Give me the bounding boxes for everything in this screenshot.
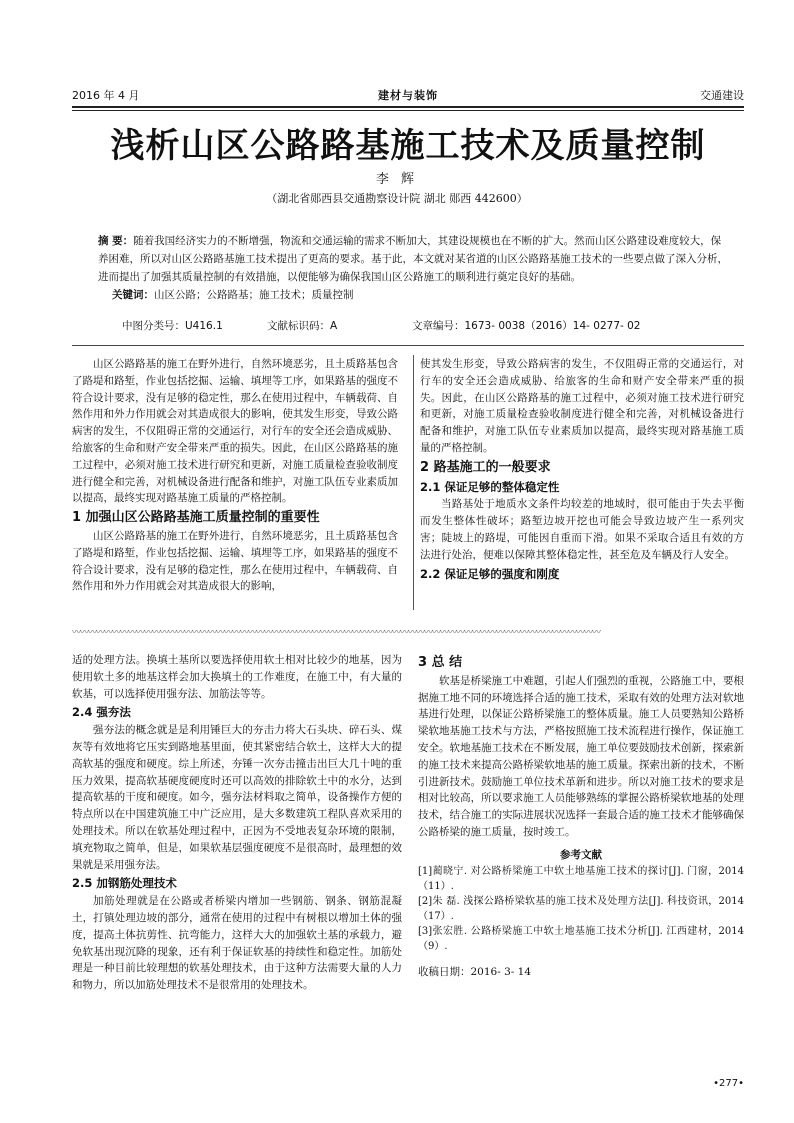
section-2-5-paragraph: 加筋处理就是在公路或者桥梁内增加一些钢筋、钢条、钢筋混凝土，打镇处理边坡的部分，通常在使用的过程中有树根以增加土体的强度，提高土体抗剪性、抗弯能力，这样大大的加强软土基的承载力，避免软基出现沉降的现象，还有利于保证软基的持续性和稳定性。加筋处理是一种目前比较理想的软基处理技术，由于这种方法需要大量的人力和物力，所以加筋处理技术不是很常用的处理技术。: [72, 895, 402, 992]
conclusion-paragraph: 软基是桥梁施工中难题，引起人们强烈的重视，公路施工中，要根据施工地不同的环境选择合适的施工技术，采取有效的处理方法对软地基进行处理，以保证公路桥梁施工的整体质量。施工人员要熟知公路桥梁软地基施工技术与方法，严格按照施工技术流程进行操作，保证施工安全。软地基施工技术在不断发展，施工单位要鼓励技术创新，探索新的施工技术来提高公路桥梁软地基的施工质量。探索出新的技术，不断引进新技术。鼓励施工单位技术革新和进步。所以对施工技术的要求是相对比较高，所以要求施工人员能够熟练的掌握公路桥梁软地基的处理技术，结合施工的实际进展状况选择一套最合适的施工技术才能够确保公路桥梁的施工质量，按时竣工。: [418, 674, 744, 838]
upper-right-column: [420, 356, 744, 583]
wave-separator: 〰〰〰〰〰〰〰〰〰〰〰〰〰〰〰〰〰〰〰〰〰〰〰〰〰〰〰〰〰〰〰〰〰〰〰〰〰〰〰〰〰〰〰〰〰〰〰〰〰〰〰〰〰〰〰〰〰〰〰〰〰〰〰〰〰〰: [72, 628, 601, 638]
upper-left-column: [72, 356, 398, 595]
article-number: 文章编号：1673- 0038（2016）14- 0277- 02: [412, 320, 641, 332]
section-2-heading: 2 路基施工的一般要求: [420, 459, 551, 475]
section-3-heading: 3 总 结: [418, 655, 463, 670]
references-title: 参考文献: [560, 848, 602, 861]
abstract: [98, 232, 728, 286]
lower-right-column: [418, 652, 744, 980]
received-date: 收稿日期：2016- 3- 14: [418, 965, 532, 978]
author: 李 辉: [375, 172, 419, 187]
section-2-2-heading: 2.2 保证足够的强度和刚度: [420, 566, 560, 581]
section-1-heading: 1 加强山区公路路基施工质量控制的重要性: [72, 510, 320, 526]
replacement-paragraph: 适的处理方法。换填土基所以要选择使用软土相对比较少的地基，因为使用软土多的地基这样会加大换填土的工作难度，在施工中，有大量的软基，可以选择使用强夯法、加筋法等等。: [72, 654, 402, 700]
paper-title: 浅析山区公路路基施工技术及质量控制: [110, 126, 706, 166]
keywords-text: 山区公路；公路路基；施工技术；质量控制: [154, 289, 354, 301]
keywords-label: 关键词：: [112, 289, 154, 301]
affiliation: （湖北省郧西县交通勘察设计院 湖北 郧西 442600）: [266, 192, 528, 205]
header-date: 2016 年 4 月: [72, 89, 140, 102]
header-section: 交通建设: [700, 89, 744, 102]
page-number: •277•: [713, 1078, 744, 1089]
section-2-5-heading: 2.5 加钢筋处理技术: [72, 876, 177, 891]
section-2-1-heading: 2.1 保证足够的整体稳定性: [420, 479, 560, 494]
column-divider: [413, 355, 414, 610]
reference-item: [1]蔺晓宁. 对公路桥梁施工中软土地基施工技术的探讨[J]. 门窗，2014（11）.: [418, 865, 744, 892]
reference-item: [3]张宏胜. 公路桥梁施工中软土地基施工技术分析[J]. 江西建材，2014（9）.: [418, 925, 744, 952]
section-2-1-paragraph: 当路基处于地质水文条件均较差的地域时，很可能由于失去平衡而发生整体性破坏；路堑边坡开挖也可能会导致边坡产生一系列灾害；陡坡上的路堤，可能因自重而下滑。如果不采取合适且有效的方法进行处治，便难以保障其整体稳定性，甚至危及车辆及行人安全。: [420, 498, 744, 561]
lower-left-column: [72, 652, 402, 994]
section-2-4-heading: 2.4 强夯法: [72, 705, 131, 720]
section-1-paragraph: 山区公路路基的施工在野外进行，自然环境恶劣，且土质路基包含了路堤和路堑，作业包括挖掘、运输、填埋等工序，如果路基的强度不符合设计要求，没有足够的稳定性，那么在使用过程中，车辆载荷、自然作用和外力作用就会对其造成很大的影响，: [72, 529, 398, 593]
section-2-4-paragraph: 强夯法的概念就是是利用锤巨大的夯击力将大石头块、碎石头、煤灰等有效地将它压实到路地基里面，使其紧密结合软土，这样大大的提高软基的强度和硬度。综上所述，夯锤一次夯击撞击出巨大几十吨的重压力效果，提高软基硬度硬度时还可以高效的排除软土中的水分，达到提高软基的干度和硬度。如今，强夯法材料取之简单，设备操作方便的特点所以在中国建筑施工中广泛应用，是大多数建筑工程队喜欢采用的处理技术。所以在软基处理过程中，正因为不受地表复杂环境的限制，填充物取之简单，但是，如果软基层强度硬度不是很高时，最理想的效果就是采用强夯法。: [72, 724, 402, 871]
reference-item: [2]朱 磊. 浅探公路桥梁软基的施工技术及处理方法[J]. 科技资讯，2014（17）.: [418, 895, 744, 922]
running-header: [72, 87, 744, 107]
section-1-continuation: 使其发生形变，导致公路病害的发生，不仅阻碍正常的交通运行，对行车的安全还会造成威胁、给旅客的生命和财产安全带来严重的损失。因此，在山区公路路基的施工过程中，必须对施工技术进行研究和更新，对施工质量检查验收制度进行健全和完善，对机械设备进行配备和维护，对施工队伍专业素质加以提高，最终实现对路基施工质量的严格控制。: [420, 358, 744, 454]
document-code: 文献标识码：A: [267, 320, 338, 332]
header-rule-thin: [72, 110, 744, 111]
keywords: [112, 286, 728, 304]
intro-paragraph: 山区公路路基的施工在野外进行，自然环境恶劣，且土质路基包含了路堤和路堑，作业包括挖掘、运输、填埋等工序，如果路基的强度不符合设计要求，没有足够的稳定性，那么在使用过程中，车辆载荷、自然作用和外力作用就会对其造成很大的影响，使其发生形变，导致公路病害的发生，不仅阻碍正常的交通运行，对行车的安全还会造成威胁、给旅客的生命和财产安全带来严重的损失。因此，在山区公路路基的施工过程中，必须对施工技术进行研究和更新，对施工质量检查验收制度进行健全和完善，对机械设备进行配备和维护，对施工队伍专业素质加以提高，最终实现对路基施工质量的严格控制。: [72, 358, 398, 505]
abstract-label: 摘 要：: [98, 235, 134, 247]
abstract-block: [98, 232, 728, 304]
abstract-text: 随着我国经济实力的不断增强，物流和交通运输的需求不断加大，其建设规模也在不断的扩大。然而山区公路建设难度较大，保养困难，所以对山区公路路基施工技术提出了更高的要求。基于此，本文就对某省道的山区公路路基施工技术的一些要点做了深入分析，进而提出了加强其质量控制的有效措施，以便能够为确保我国山区公路施工的顺利进行奠定良好的基础。: [98, 235, 728, 283]
header-rule-thick: [72, 106, 744, 108]
abstract-rule: [72, 345, 744, 346]
journal-name: 建材与装饰: [378, 89, 438, 102]
clc-number: 中图分类号：U416.1: [122, 320, 223, 332]
